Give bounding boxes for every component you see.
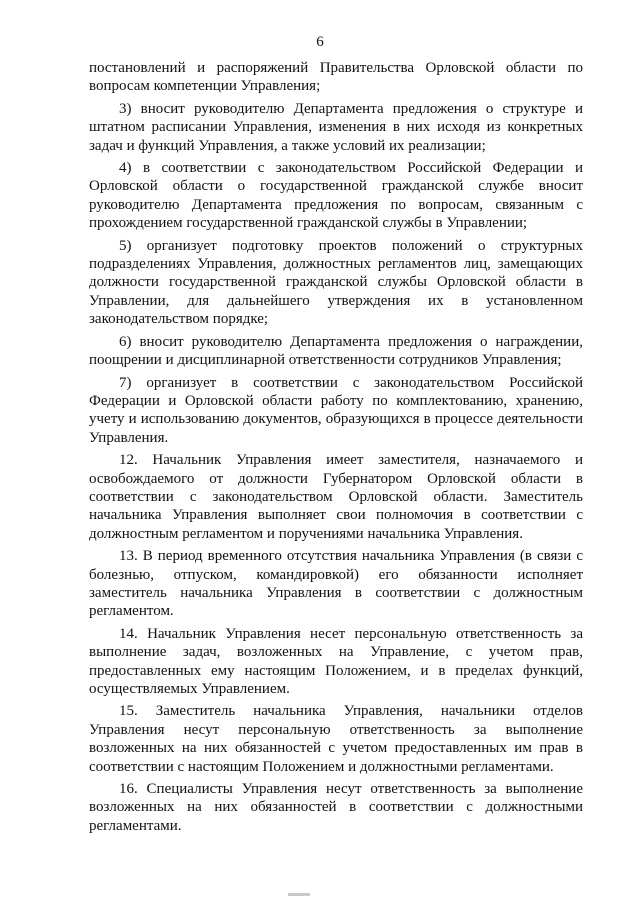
paragraph-item-5: 5) организует подготовку проектов положений о структурных подразделениях Управления, должностных регламентов лиц, замещающих должности государственной гражданской службы Орловской области в Управлении, для дальнейшего утверждения их в установленном законодательством порядке; (89, 237, 583, 328)
paragraph-item-7: 7) организует в соответствии с законодательством Российской Федерации и Орловской области работу по комплектованию, хранению, учету и использованию документов, образующихся в процессе деятельности Управления. (89, 374, 583, 446)
paragraph-14: 14. Начальник Управления несет персональную ответственность за выполнение задач, возложенных на Управление, с учетом прав, предоставленных ему настоящим Положением, и в пределах функций, осуществляемых Управлением. (89, 625, 583, 697)
document-body (89, 59, 583, 839)
paragraph-16: 16. Специалисты Управления несут ответственность за выполнение возложенных на них обязанностей в соответствии с должностными регламентами. (89, 781, 583, 834)
paragraph-item-4: 4) в соответствии с законодательством Российской Федерации и Орловской области о государственной гражданской службе вносит руководителю Департамента предложения по вопросам, связанным с прохождением государственной гражданской службы в Управлении; (89, 160, 583, 232)
paragraph-item-3: 3) вносит руководителю Департамента предложения о структуре и штатном расписании Управления, изменения в них исходя из конкретных задач и функций Управления, а также условий их реализации; (89, 100, 583, 154)
paragraph-12: 12. Начальник Управления имеет заместителя, назначаемого и освобождаемого от должности Губернатором Орловской области в соответствии с законодательством Орловской области. Заместитель начальника Управления выполняет свои полномочия в соответствии с должностным регламентом и поручениями начальника Управления. (89, 452, 583, 542)
paragraph-15: 15. Заместитель начальника Управления, начальники отделов Управления несут персональную ответственность за выполнение возложенных на них обязанностей с учетом предоставленных им прав в соответствии с настоящим Положением и должностными регламентами. (89, 703, 583, 775)
paragraph-continuation: постановлений и распоряжений Правительства Орловской области по вопросам компетенции Управления; (89, 60, 583, 95)
paragraph-item-6: 6) вносит руководителю Департамента предложения о награждении, поощрении и дисциплинарной ответственности сотрудников Управления; (89, 333, 583, 369)
scan-footer-mark (288, 893, 310, 896)
paragraph-13: 13. В период временного отсутствия начальника Управления (в связи с болезнью, отпуском, командировкой) его обязанности исполняет заместитель начальника Управления в соответствии с должностным регламентом. (89, 548, 583, 620)
page-number: 6 (316, 34, 324, 50)
